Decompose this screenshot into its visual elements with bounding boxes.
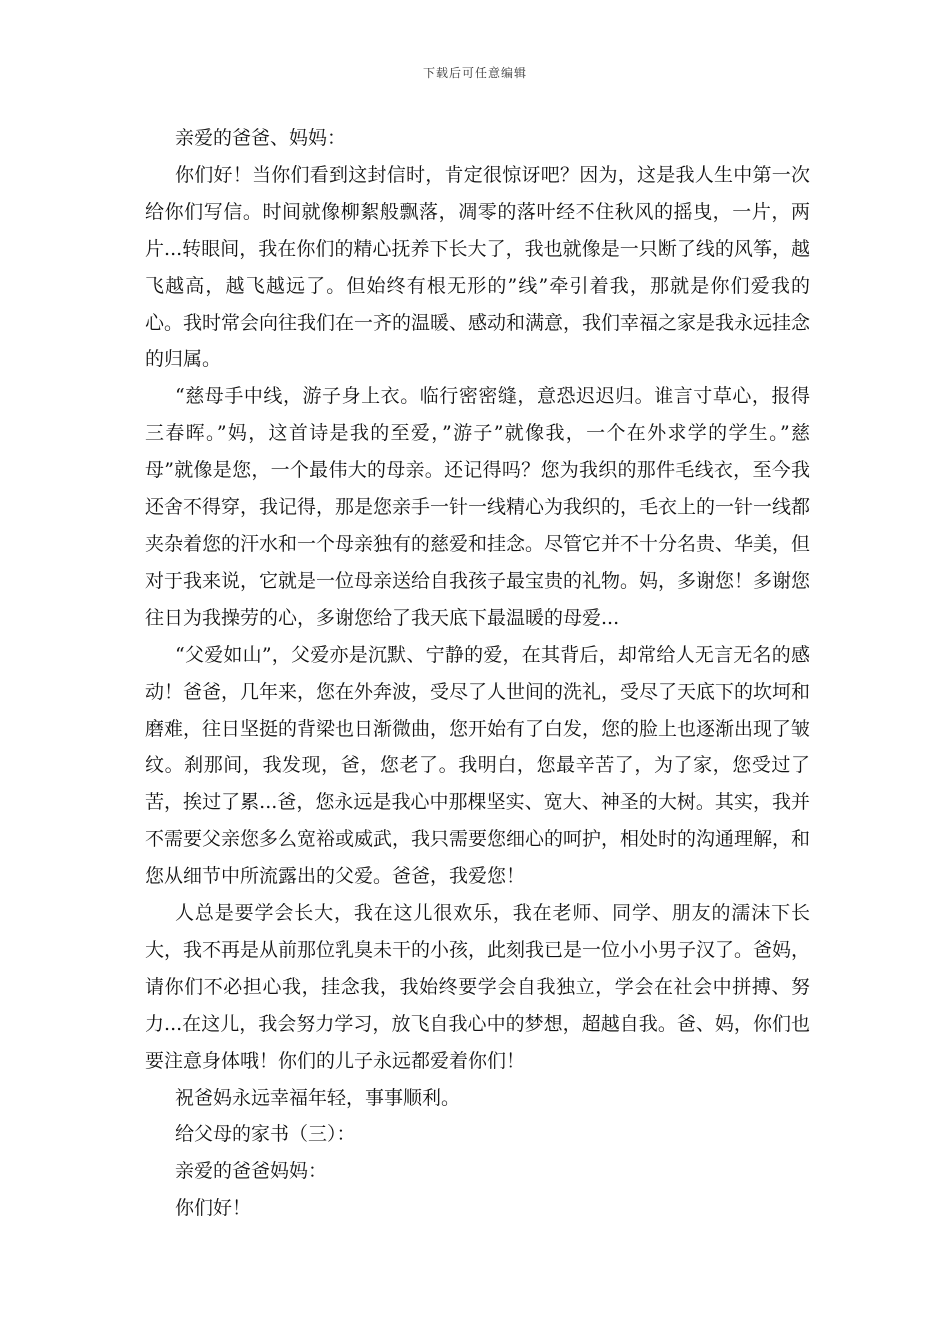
- paragraph-mother: “慈母手中线，游子身上衣。临行密密缝，意恐迟迟归。谁言寸草心，报得三春晖。”妈，这首诗是我的至爱，”游子”就像我，一个在外求学的学生。”慈母”就像是您，一个最伟大的母亲。还记得吗？您为我织的那件毛线衣，至今我还舍不得穿，我记得，那是您亲手一针一线精心为我织的，毛衣上的一针一线都夹杂着您的汗水和一个母亲独有的慈爱和挂念。尽管它并不十分名贵、华美，但对于我来说，它就是一位母亲送给自我孩子最宝贵的礼物。妈，多谢您！多谢您往日为我操劳的心，多谢您给了我天底下最温暖的母爱...: [145, 385, 811, 629]
- next-letter-salutation: 亲爱的爸爸妈妈：: [175, 1160, 328, 1183]
- next-letter-title: 给父母的家书（三）：: [175, 1123, 356, 1146]
- paragraph-greeting: 你们好！当你们看到这封信时，肯定很惊讶吧？因为，这是我人生中第一次给你们写信。时间就像柳絮般飘落，凋零的落叶经不住秋风的摇曳，一片，两片...转眼间，我在你们的精心抚养下长大了，我也就像是一只断了线的风筝，越飞越高，越飞越远了。但始终有根无形的”线”牵引着我，那就是你们爱我的心。我时常会向往我们在一齐的温暖、感动和满意，我们幸福之家是我永远挂念的归属。: [145, 163, 811, 371]
- salutation: 亲爱的爸爸、妈妈：: [175, 127, 347, 149]
- next-letter-greeting: 你们好！: [175, 1197, 252, 1220]
- closing-wish: 祝爸妈永远幸福年轻，事事顺利。: [175, 1086, 461, 1109]
- letter-body: [145, 120, 810, 1227]
- header-note: 下载后可任意编辑: [422, 66, 527, 80]
- paragraph-father: “父爱如山”，父爱亦是沉默、宁静的爱，在其背后，却常给人无言无名的感动！爸爸，几年来，您在外奔波，受尽了人世间的洗礼，受尽了天底下的坎坷和磨难，往日坚挺的背梁也日渐微曲，您开始有了白发，您的脸上也逐渐出现了皱纹。刹那间，我发现，爸，您老了。我明白，您最辛苦了，为了家，您受过了苦，挨过了累...爸，您永远是我心中那棵坚实、宽大、神圣的大树。其实，我并不需要父亲您多么宽裕或威武，我只需要您细心的呵护，相处时的沟通理解，和您从细节中所流露出的父爱。爸爸，我爱您！: [145, 643, 811, 888]
- paragraph-growing-up: 人总是要学会长大，我在这儿很欢乐，我在老师、同学、朋友的濡沫下长大，我不再是从前那位乳臭未干的小孩，此刻我已是一位小小男子汉了。爸妈，请你们不必担心我，挂念我，我始终要学会自我独立，学会在社会中拼搏、努力...在这儿，我会努力学习，放飞自我心中的梦想，超越自我。爸、妈，你们也要注意身体哦！你们的儿子永远都爱着你们！: [145, 902, 811, 1072]
